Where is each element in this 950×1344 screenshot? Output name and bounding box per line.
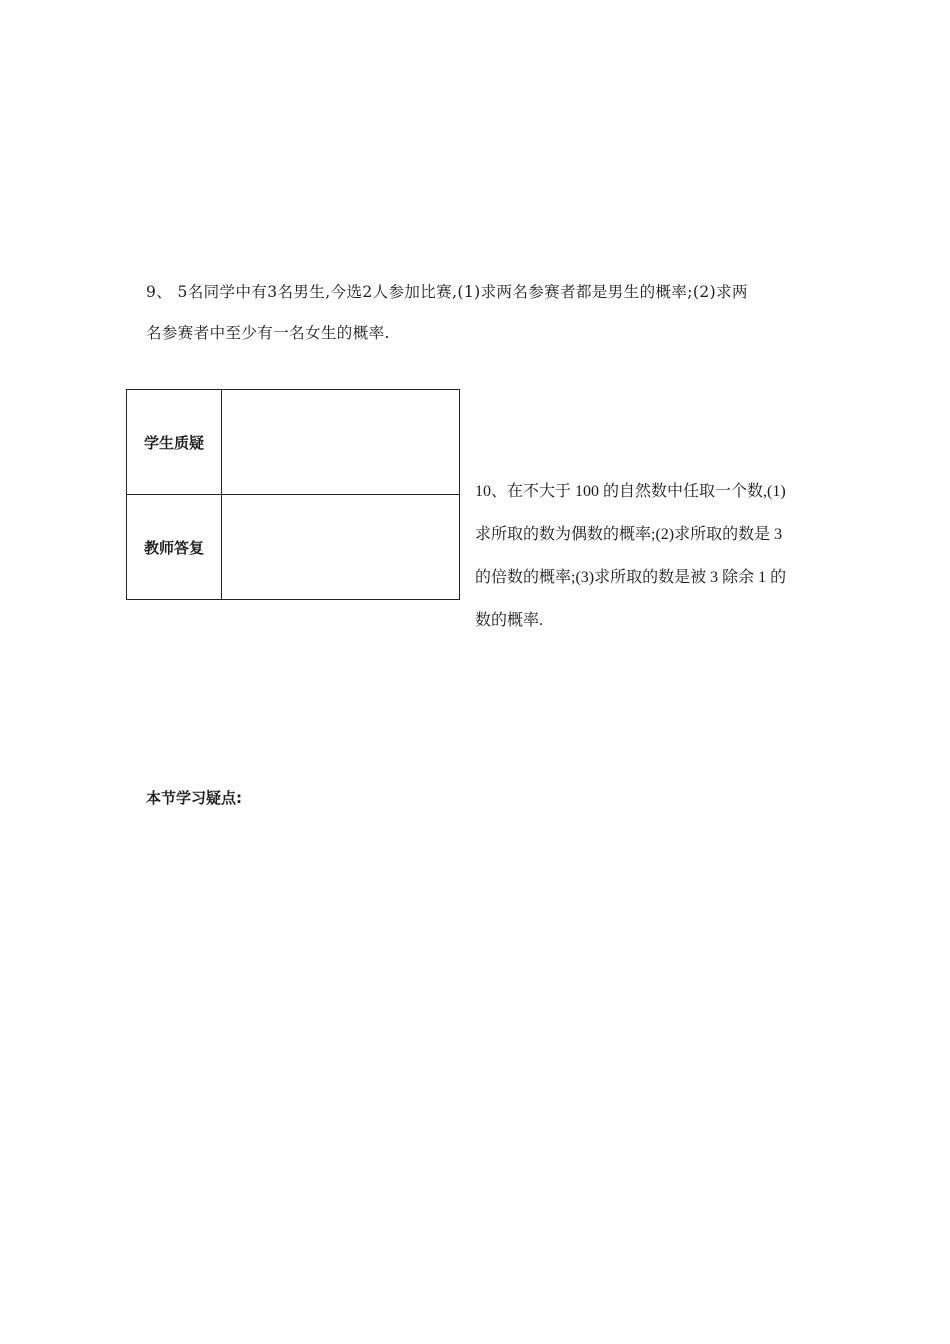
teacher-answer-cell[interactable] — [222, 495, 460, 600]
doubts-heading: 本节学习疑点: — [146, 789, 242, 807]
question-9-line-2: 名参赛者中至少有一名女生的概率. — [146, 324, 390, 342]
teacher-answer-label: 教师答复 — [127, 495, 222, 600]
question-10 — [475, 470, 817, 642]
question-10-line-3: 的倍数的概率;(3)求所取的数是被 3 除余 1 的 — [475, 569, 787, 586]
question-10-line-2: 求所取的数为偶数的概率;(2)求所取的数是 3 — [475, 526, 783, 543]
student-question-row — [127, 390, 460, 495]
question-10-line-4: 数的概率. — [475, 612, 544, 629]
student-question-cell[interactable] — [222, 390, 460, 495]
student-question-label: 学生质疑 — [127, 390, 222, 495]
question-9 — [146, 272, 814, 354]
question-10-line-1: 10、在不大于 100 的自然数中任取一个数,(1) — [475, 483, 786, 500]
teacher-answer-row — [127, 495, 460, 600]
question-9-line-1: 9、 5名同学中有3名男生,今选2人参加比赛,(1)求两名参赛者都是男生的概率;(2)求两 — [146, 283, 748, 301]
qa-table — [126, 389, 460, 600]
